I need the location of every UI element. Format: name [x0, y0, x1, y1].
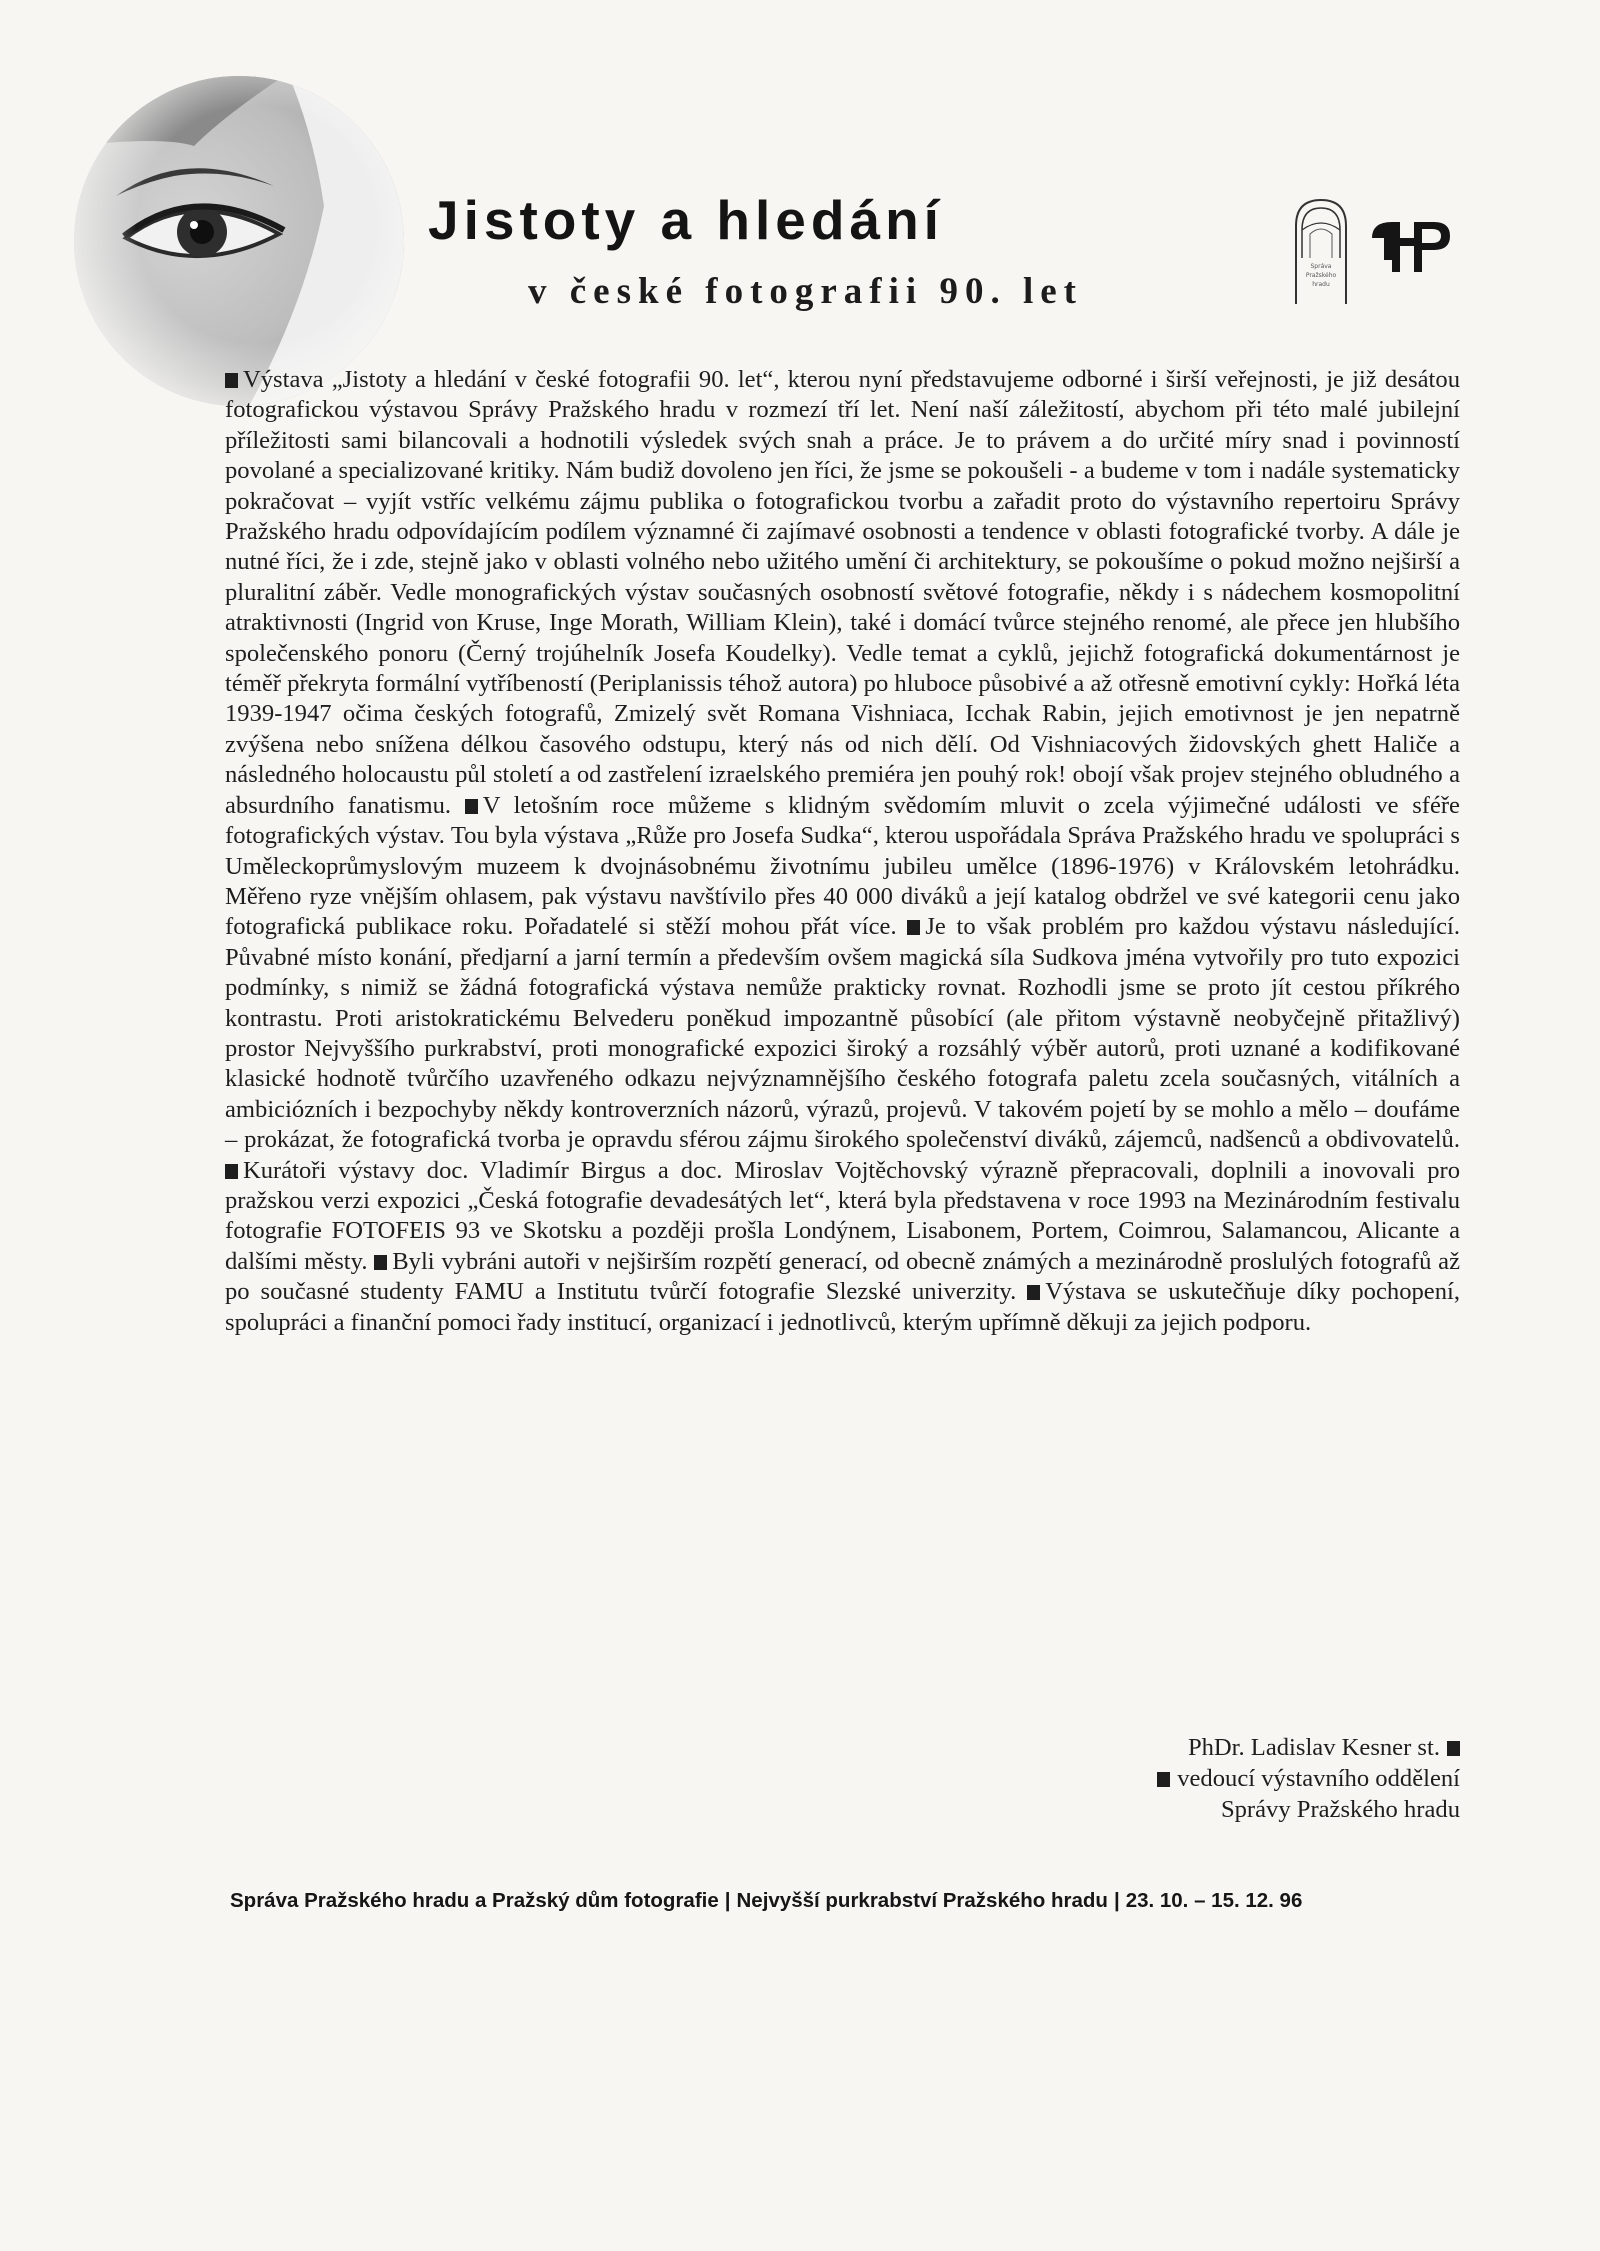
article-paragraph: Výstava „Jistoty a hledání v české fotografii 90. let“, kterou nyní představujeme odborné i širší veřejnosti, je již desátou fotografickou výstavou Správy Pražského hradu v rozmezí tří let. Není naší záležitostí, abychom při této malé jubilejní příležitosti sami bilancovali a hodnotili výsledek svých snah a práce. Je to právem a do určité míry snad i povinností povolané a specializované kritiky. Nám budiž dovoleno jen říci, že jsme se pokoušeli - a budeme v tom i nadále systematicky pokračovat – vyjít vstříc velkému zájmu publika o fotografickou tvorbu a zařadit proto do výstavního repertoiru Správy Pražského hradu odpovídajícím podílem významné či zajímavé osobnosti a tendence v oblasti fotografické tvorby. A dále je nutné říci, že i zde, stejně jako v oblasti volného nebo užitého umění či architektury, se pokoušíme o pokud možno nejširší a pluralitní záběr. Vedle monografických výstav současných osobností světové fotografie, někdy i s nádechem kosmopolitní atraktivnosti (Ingrid von Kruse, Inge Morath, William Klein), také i domácí tvůrce stejného renomé, ale přece jen hlubšího společenského ponoru (Černý trojúhelník Josefa Koudelky). Vedle temat a cyklů, jejichž fotografická dokumentárnost je téměř překryta formální vytříbeností (Periplanissis téhož autora) po hluboce působivé a až otřesně emotivní cykly: Hořká léta 1939-1947 očima českých fotografů, Zmizelý svět Romana Vishniaca, Icchak Rabin, jejich emotivnost je jen nepatrně zvýšena nebo snížena délkou časového odstupu, který nás od nich dělí. Od Vishniacových židovských ghett Haliče a následného holocaustu půl století a od zastřelení izraelského premiéra jen pouhý rok! obojí však projev stejného obludného a absurdního fanatismu. — [225, 366, 1460, 819]
article-paragraph: Kurátoři výstavy doc. Vladimír Birgus a doc. Miroslav Vojtěchovský výrazně přepracovali, doplnili a inovovali pro pražskou verzi expozici „Česká fotografie devadesátých let“, která byla představena v roce 1993 na Mezinárodním festivalu fotografie FOTOFEIS 93 ve Skotsku a později prošla Londýnem, Lisabonem, Portem, Coimrou, Salamancou, Alicante a dalšími městy. — [225, 1156, 1460, 1275]
footer-separator: | — [1113, 1889, 1120, 1912]
article-paragraph: V letošním roce můžeme s klidným svědomím mluvit o zcela výjimečné události ve sféře fotografických výstav. Tou byla výstava „Růže pro Josefa Sudka“, kterou uspořádala Správa Pražského hradu ve spolupráci s Uměleckoprůmyslovým muzeem k dvojnásobnému životnímu jubileu umělce (1896-1976) v Královském letohrádku. Měřeno ryze vnějším ohlasem, pak výstavu navštívilo přes 40 000 diváků a její katalog obdržel ve své kategorii cenu jako fotografická publikace roku. Pořadatelé si stěží mohou přát více. — [225, 791, 1460, 941]
signature-organization: Správy Pražského hradu — [1220, 1796, 1460, 1823]
organization-mark-icon — [1370, 216, 1452, 276]
section-bullet — [374, 1255, 387, 1270]
prague-castle-logo — [1292, 196, 1350, 308]
section-bullet — [1447, 1741, 1460, 1756]
eye-photo — [74, 76, 404, 406]
signature-name: PhDr. Ladislav Kesner st. — [1187, 1734, 1440, 1761]
article-paragraph: Je to však problém pro každou výstavu následující. Půvabné místo konání, předjarní a jarní termín a především ovšem magická síla Sudkova jména vytvořily pro tuto expozici podmínky, s nimiž se žádná fotografická výstava nemůže prakticky rovnat. Rozhodli jsme se proto jít cestou příkrého kontrastu. Proti aristokratickému Belvederu poněkud impozantně působící (ale přitom výstavně neobyčejně přitažlivý) prostor Nejvyššího purkrabství, proti monografické expozici široký a rozsáhlý výběr autorů, proti uznané a kodifikované klasické hodnotě tvůrčího uzavřeného odkazu nejvýznamnějšího českého fotografa paletu zcela současných, vitálních a ambiciózních i bezpochyby někdy kontroverzních názorů, výrazů, projevů. V takovém pojetí by se mohlo a mělo – doufáme – prokázat, že fotografická tvorba je opravdu sférou zájmu širokého společenství diváků, zájemců, nadšenců a obdivovatelů. — [225, 913, 1460, 1154]
signature-role: vedoucí výstavního oddělení — [1177, 1765, 1460, 1792]
section-bullet — [225, 1164, 238, 1179]
footer-line — [230, 1889, 1460, 1913]
section-bullet — [1027, 1285, 1040, 1300]
section-bullet — [465, 799, 478, 814]
section-bullet — [1157, 1772, 1170, 1787]
section-bullet — [907, 920, 920, 935]
logo-caption: Správa Pražského hradu — [1305, 263, 1337, 288]
page-subtitle: v české fotografii 90. let — [528, 271, 1083, 312]
section-bullet — [225, 373, 238, 388]
article-body — [225, 365, 1460, 1338]
footer-venue: Nejvyšší purkrabství Pražského hradu — [736, 1889, 1108, 1912]
footer-separator: | — [724, 1889, 731, 1912]
footer-organizers: Správa Pražského hradu a Pražský dům fotografie — [230, 1889, 719, 1912]
footer-dates: 23. 10. – 15. 12. 96 — [1125, 1889, 1303, 1912]
article-paragraph: Výstava se uskutečňuje díky pochopení, spolupráci a finanční pomoci řady institucí, organizací i jednotlivců, kterým upřímně děkuji za jejich podporu. — [225, 1278, 1460, 1336]
page-title: Jistoty a hledání — [428, 189, 944, 251]
article-paragraph: Byli vybráni autoři v nejširším rozpětí generací, od obecně známých a mezinárodně proslulých fotografů až po současné studenty FAMU a Institutu tvůrčí fotografie Slezské univerzity. — [225, 1247, 1461, 1306]
signature-block — [1157, 1732, 1460, 1825]
